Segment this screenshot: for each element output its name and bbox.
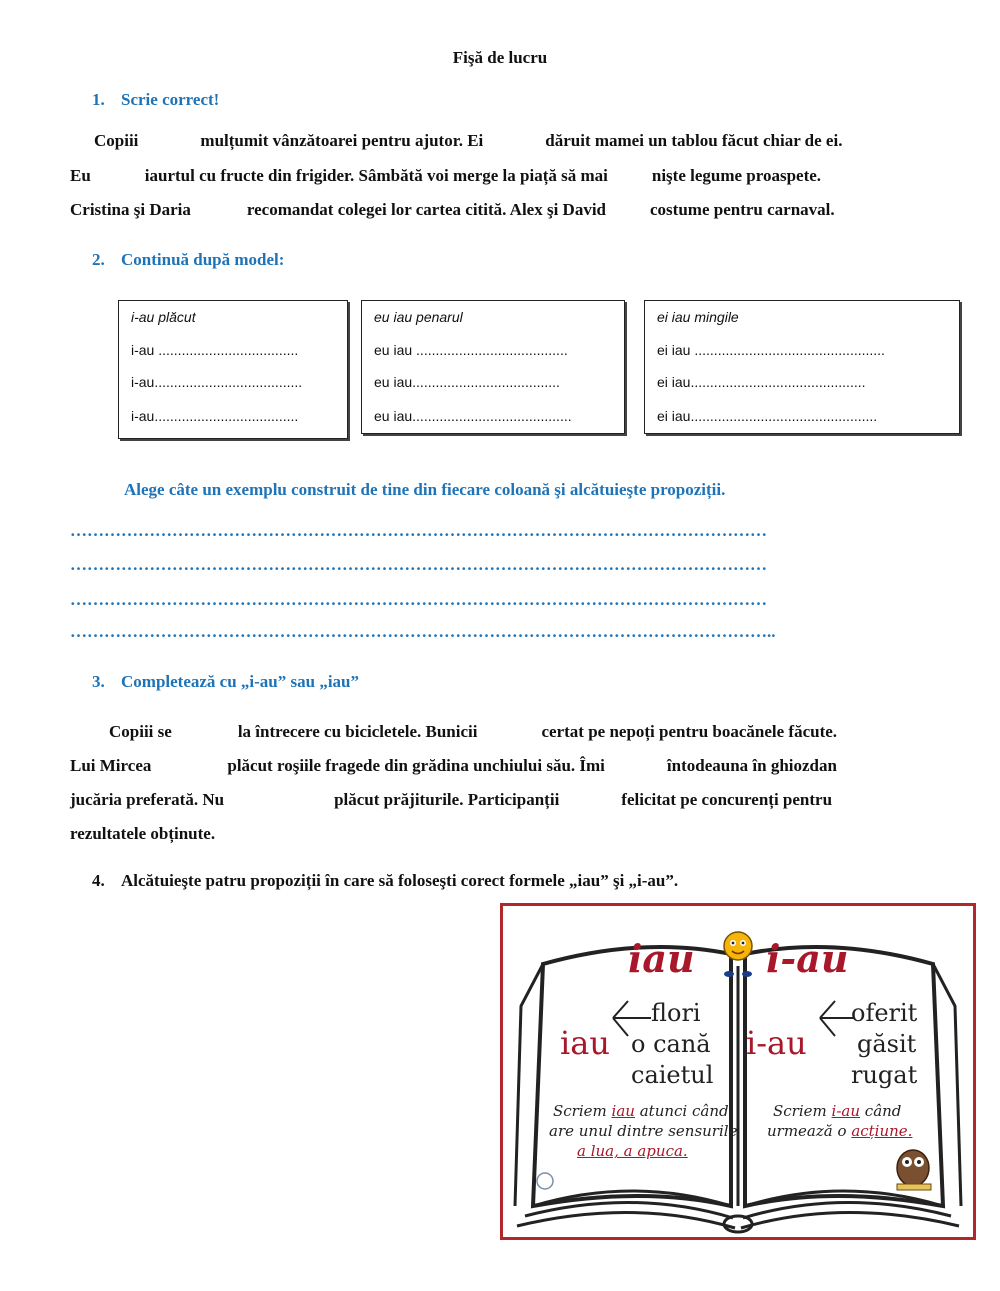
- section-2-instruction: Alege câte un exemplu construit de tine din fiecare coloană şi alcătuieşte propoziții.: [124, 480, 726, 499]
- text-fragment: la întrecere cu bicicletele. Bunicii: [237, 722, 478, 741]
- poster-left-item: caietul: [631, 1061, 714, 1089]
- fill-row[interactable]: i-au......................................: [131, 374, 303, 390]
- text-fragment: nişte legume proaspete.: [651, 166, 822, 185]
- poster-left-rule: [549, 1101, 738, 1161]
- section-3-line-1: [109, 715, 837, 749]
- answer-line-1[interactable]: ……………………………………………………………………………………………………………: [70, 521, 767, 540]
- poster-right-list: [851, 998, 917, 1091]
- rule-keyword: acțiune.: [851, 1122, 913, 1140]
- rule-text: Scriem: [773, 1102, 827, 1120]
- text-fragment: plăcut roşiile fragede din grădina unchiului său. Îmi: [227, 756, 605, 775]
- model-box-i-au: [118, 300, 348, 439]
- section-2-heading: [92, 250, 284, 270]
- section-4-text: Alcătuieşte patru propoziții în care să foloseşti corect formele „iau” şi „i-au”.: [121, 871, 679, 890]
- model-box-ei-iau: [644, 300, 960, 434]
- model-example: i-au plăcut: [131, 309, 196, 325]
- rule-keyword: a lua, a apuca.: [577, 1142, 688, 1160]
- rule-keyword: i-au: [831, 1102, 861, 1120]
- model-example: eu iau penarul: [374, 309, 463, 325]
- text-fragment: Lui Mircea: [70, 756, 152, 775]
- text-fragment: Copiii: [94, 131, 139, 150]
- section-3-title: Completează cu „i-au” sau „iau”: [121, 672, 359, 691]
- text-fragment: iaurtul cu fructe din frigider. Sâmbătă voi merge la piață să mai: [144, 166, 608, 185]
- text-fragment: jucăria preferată. Nu: [70, 790, 225, 809]
- text-fragment: mulțumit vânzătoarei pentru ajutor. Ei: [200, 131, 484, 150]
- text-fragment: rezultatele obținute.: [70, 824, 216, 843]
- page-title: Fişă de lucru: [452, 48, 548, 67]
- poster-left-word: iau: [560, 1024, 610, 1062]
- rule-text: are unul dintre sensurile: [549, 1122, 738, 1140]
- section-1-number: 1.: [92, 90, 105, 109]
- section-1-line-1: [94, 124, 842, 158]
- fill-row[interactable]: eu iau......................................: [374, 374, 560, 390]
- fill-row[interactable]: ei iau................................................: [657, 408, 878, 424]
- text-fragment: Copiii se: [109, 722, 172, 741]
- text-fragment: dăruit mamei un tablou făcut chiar de ei.: [545, 131, 843, 150]
- section-2-title: Continuă după model:: [121, 250, 285, 269]
- text-fragment: Eu: [70, 166, 91, 185]
- model-example: ei iau mingile: [657, 309, 739, 325]
- text-fragment: întodeauna în ghiozdan: [666, 756, 837, 775]
- section-3-heading: [92, 672, 359, 692]
- text-fragment: costume pentru carnaval.: [650, 200, 835, 219]
- poster-right-item: oferit: [851, 999, 918, 1027]
- poster-left-item: flori: [651, 999, 701, 1027]
- poster-title-i-au: i-au: [766, 936, 849, 981]
- rule-text: urmează o: [767, 1122, 847, 1140]
- section-1-title: Scrie correct!: [121, 90, 220, 109]
- answer-line-4[interactable]: ……………………………………………………………………………………………………………..: [70, 622, 776, 641]
- text-fragment: Cristina şi Daria: [70, 200, 191, 219]
- section-1-line-2: [70, 159, 821, 193]
- poster-right-word: i-au: [746, 1024, 807, 1062]
- section-4-instruction: [92, 864, 678, 898]
- section-2-number: 2.: [92, 250, 105, 269]
- section-4-number: 4.: [92, 871, 105, 890]
- rule-text: Scriem: [553, 1102, 607, 1120]
- fill-row[interactable]: i-au ....................................: [131, 342, 299, 358]
- fill-row[interactable]: i-au.....................................: [131, 408, 299, 424]
- fill-row[interactable]: ei iau.............................................: [657, 374, 866, 390]
- section-3-line-2: [70, 749, 837, 783]
- fill-row[interactable]: eu iau .......................................: [374, 342, 568, 358]
- fill-row[interactable]: ei iau .................................................: [657, 342, 885, 358]
- poster-left-item: o cană: [631, 1030, 711, 1058]
- poster-right-rule: [767, 1101, 913, 1141]
- poster-right-item: găsit: [857, 1030, 917, 1058]
- answer-line-2[interactable]: ……………………………………………………………………………………………………………: [70, 555, 767, 574]
- section-1-heading: [92, 90, 219, 110]
- model-box-eu-iau: [361, 300, 625, 434]
- text-fragment: felicitat pe concurenți pentru: [621, 790, 833, 809]
- section-3-line-3: [70, 783, 832, 817]
- poster-left-list: [631, 998, 714, 1091]
- rule-keyword: iau: [611, 1102, 635, 1120]
- rule-text: atunci când: [639, 1102, 729, 1120]
- poster-right-item: rugat: [851, 1061, 918, 1089]
- poster-title-iau: iau: [628, 936, 695, 981]
- rule-text: când: [864, 1102, 902, 1120]
- section-3-line-4: [70, 817, 215, 851]
- iau-i-au-poster: [500, 903, 976, 1240]
- answer-line-3[interactable]: ……………………………………………………………………………………………………………: [70, 590, 767, 609]
- text-fragment: plăcut prăjiturile. Participanții: [334, 790, 560, 809]
- fill-row[interactable]: eu iau.........................................: [374, 408, 572, 424]
- text-fragment: certat pe nepoți pentru boacănele făcute.: [541, 722, 838, 741]
- text-fragment: recomandat colegei lor cartea citită. Alex şi David: [246, 200, 607, 219]
- section-3-number: 3.: [92, 672, 105, 691]
- section-1-line-3: [70, 193, 835, 227]
